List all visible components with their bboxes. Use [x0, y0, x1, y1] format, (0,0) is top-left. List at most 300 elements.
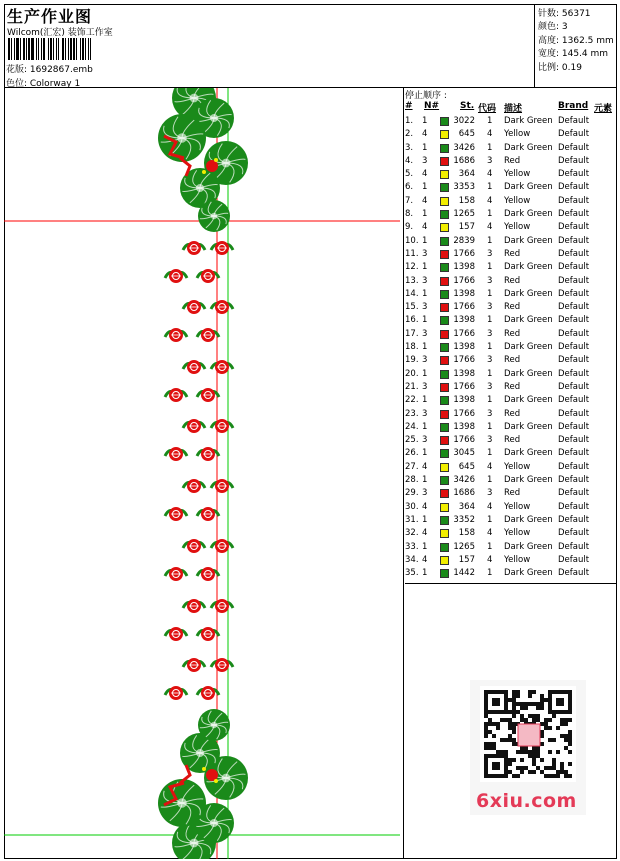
row-stitches: 158 — [458, 528, 475, 539]
row-description: Dark Green — [504, 235, 553, 246]
color-swatch — [440, 223, 449, 232]
table-row — [405, 209, 617, 222]
row-code: 4 — [487, 222, 493, 233]
row-number: 8. — [405, 209, 414, 220]
row-brand: Default — [558, 435, 590, 446]
row-stitches: 3045 — [453, 448, 475, 459]
row-code: 4 — [487, 195, 493, 206]
color-swatch — [440, 503, 449, 512]
table-row — [405, 276, 617, 289]
table-row — [405, 355, 617, 368]
row-brand: Default — [558, 116, 590, 126]
row-needle: 3 — [422, 248, 428, 259]
row-needle: 1 — [422, 541, 428, 552]
row-needle: 4 — [422, 169, 428, 180]
row-number: 1. — [405, 116, 414, 126]
color-swatch — [440, 303, 449, 312]
row-needle: 1 — [422, 368, 428, 379]
row-stitches: 364 — [458, 501, 475, 512]
row-needle: 3 — [422, 355, 428, 366]
row-code: 1 — [487, 475, 493, 486]
row-code: 4 — [487, 169, 493, 180]
row-code: 1 — [487, 541, 493, 552]
row-needle: 4 — [422, 528, 428, 539]
row-needle: 3 — [422, 328, 428, 339]
row-brand: Default — [558, 501, 590, 512]
row-description: Dark Green — [504, 568, 553, 579]
table-row — [405, 369, 617, 382]
row-number: 27. — [405, 461, 419, 472]
row-code: 1 — [487, 235, 493, 246]
row-code: 4 — [487, 461, 493, 472]
row-code: 3 — [487, 248, 493, 259]
row-number: 32. — [405, 528, 419, 539]
row-description: Red — [504, 155, 521, 166]
row-description: Dark Green — [504, 421, 553, 432]
table-row — [405, 302, 617, 315]
table-row — [405, 422, 617, 435]
row-number: 31. — [405, 514, 419, 525]
row-needle: 1 — [422, 395, 428, 406]
row-brand: Default — [558, 155, 590, 166]
row-needle: 1 — [422, 235, 428, 246]
row-needle: 1 — [422, 262, 428, 273]
row-stitches: 1766 — [453, 248, 475, 259]
row-stitches: 1398 — [453, 395, 475, 406]
row-description: Red — [504, 328, 521, 339]
color-swatch — [440, 529, 449, 538]
row-description: Yellow — [504, 195, 531, 206]
row-number: 30. — [405, 501, 419, 512]
color-swatch — [440, 250, 449, 259]
color-swatch — [440, 396, 449, 405]
stop-sequence-title: 停止顺序 : — [405, 91, 447, 101]
row-needle: 4 — [422, 222, 428, 233]
row-description: Dark Green — [504, 262, 553, 273]
row-stitches: 1766 — [453, 408, 475, 419]
table-row — [405, 382, 617, 395]
row-brand: Default — [558, 235, 590, 246]
embroidery-design-image — [4, 88, 404, 859]
table-row — [405, 528, 617, 541]
row-brand: Default — [558, 528, 590, 539]
row-brand: Default — [558, 129, 590, 140]
row-code: 1 — [487, 448, 493, 459]
color-swatch — [440, 569, 449, 578]
row-needle: 3 — [422, 381, 428, 392]
color-swatch — [440, 170, 449, 179]
row-description: Yellow — [504, 528, 531, 539]
row-code: 3 — [487, 328, 493, 339]
colorway: 色位: Colorway 1 — [6, 79, 81, 89]
row-brand: Default — [558, 461, 590, 472]
row-needle: 3 — [422, 275, 428, 286]
row-description: Dark Green — [504, 448, 553, 459]
row-description: Dark Green — [504, 116, 553, 126]
row-description: Dark Green — [504, 182, 553, 193]
stat-stitches: 针数: 56371 — [538, 9, 591, 19]
table-row — [405, 169, 617, 182]
table-row — [405, 409, 617, 422]
row-number: 35. — [405, 568, 419, 579]
row-description: Yellow — [504, 129, 531, 140]
row-code: 4 — [487, 554, 493, 565]
row-stitches: 157 — [458, 554, 475, 565]
row-needle: 1 — [422, 475, 428, 486]
color-swatch — [440, 330, 449, 339]
row-description: Dark Green — [504, 368, 553, 379]
row-number: 7. — [405, 195, 414, 206]
row-number: 5. — [405, 169, 414, 180]
row-description: Red — [504, 381, 521, 392]
table-row — [405, 542, 617, 555]
table-row — [405, 196, 617, 209]
row-description: Dark Green — [504, 315, 553, 326]
row-needle: 1 — [422, 568, 428, 579]
header — [4, 4, 617, 88]
header-description: 描述 — [504, 104, 523, 114]
row-code: 4 — [487, 501, 493, 512]
row-brand: Default — [558, 448, 590, 459]
row-code: 1 — [487, 421, 493, 432]
row-needle: 4 — [422, 195, 428, 206]
color-swatch — [440, 277, 449, 286]
row-stitches: 1398 — [453, 342, 475, 353]
color-swatch — [440, 463, 449, 472]
row-needle: 3 — [422, 155, 428, 166]
row-description: Red — [504, 408, 521, 419]
row-code: 3 — [487, 435, 493, 446]
header-stitches: St. — [460, 101, 475, 111]
row-number: 21. — [405, 381, 419, 392]
row-number: 2. — [405, 129, 414, 140]
row-brand: Default — [558, 568, 590, 579]
row-needle: 1 — [422, 182, 428, 193]
row-stitches: 1398 — [453, 288, 475, 299]
color-swatch — [440, 383, 449, 392]
color-swatch — [440, 410, 449, 419]
table-row — [405, 315, 617, 328]
color-swatch — [440, 556, 449, 565]
row-stitches: 3426 — [453, 142, 475, 153]
row-description: Dark Green — [504, 209, 553, 220]
row-number: 3. — [405, 142, 414, 153]
row-description: Dark Green — [504, 342, 553, 353]
table-row — [405, 222, 617, 235]
row-number: 33. — [405, 541, 419, 552]
row-number: 16. — [405, 315, 419, 326]
color-swatch — [440, 343, 449, 352]
header-no: # — [405, 101, 413, 111]
row-stitches: 1766 — [453, 381, 475, 392]
row-needle: 4 — [422, 129, 428, 140]
row-description: Dark Green — [504, 142, 553, 153]
row-stitches: 1398 — [453, 421, 475, 432]
row-needle: 1 — [422, 448, 428, 459]
row-description: Yellow — [504, 169, 531, 180]
stop-table-body — [405, 116, 617, 581]
row-needle: 4 — [422, 554, 428, 565]
row-stitches: 157 — [458, 222, 475, 233]
row-needle: 3 — [422, 302, 428, 313]
row-brand: Default — [558, 342, 590, 353]
color-swatch — [440, 543, 449, 552]
row-brand: Default — [558, 488, 590, 499]
row-stitches: 3352 — [453, 514, 475, 525]
color-swatch — [440, 144, 449, 153]
color-swatch — [440, 237, 449, 246]
barcode — [8, 38, 146, 60]
color-swatch — [440, 436, 449, 445]
row-number: 24. — [405, 421, 419, 432]
design-file: 花版: 1692867.emb — [6, 65, 93, 75]
row-code: 1 — [487, 342, 493, 353]
header-code: 代码 — [478, 104, 497, 114]
row-stitches: 1766 — [453, 355, 475, 366]
row-code: 1 — [487, 368, 493, 379]
header-nr: N# — [424, 101, 440, 111]
header-brand: Brand — [558, 101, 589, 111]
row-brand: Default — [558, 395, 590, 406]
stat-scale: 比例: 0.19 — [538, 63, 582, 73]
color-swatch — [440, 516, 449, 525]
row-brand: Default — [558, 288, 590, 299]
row-stitches: 645 — [458, 129, 475, 140]
row-stitches: 3353 — [453, 182, 475, 193]
row-brand: Default — [558, 142, 590, 153]
table-row — [405, 555, 617, 568]
stat-height: 高度: 1362.5 mm — [538, 36, 614, 46]
row-stitches: 1766 — [453, 302, 475, 313]
row-brand: Default — [558, 554, 590, 565]
row-brand: Default — [558, 541, 590, 552]
row-description: Yellow — [504, 554, 531, 565]
row-number: 6. — [405, 182, 414, 193]
color-swatch — [440, 290, 449, 299]
color-swatch — [440, 476, 449, 485]
row-code: 1 — [487, 142, 493, 153]
row-number: 29. — [405, 488, 419, 499]
row-brand: Default — [558, 222, 590, 233]
row-code: 3 — [487, 275, 493, 286]
row-brand: Default — [558, 182, 590, 193]
row-code: 4 — [487, 129, 493, 140]
row-brand: Default — [558, 302, 590, 313]
row-code: 3 — [487, 381, 493, 392]
row-needle: 1 — [422, 209, 428, 220]
table-row — [405, 116, 617, 129]
stop-table-header — [405, 101, 617, 113]
table-row — [405, 448, 617, 461]
table-row — [405, 262, 617, 275]
row-description: Yellow — [504, 461, 531, 472]
row-stitches: 2839 — [453, 235, 475, 246]
row-number: 22. — [405, 395, 419, 406]
table-row — [405, 329, 617, 342]
color-swatch — [440, 210, 449, 219]
row-description: Dark Green — [504, 475, 553, 486]
row-needle: 4 — [422, 501, 428, 512]
row-number: 18. — [405, 342, 419, 353]
table-row — [405, 182, 617, 195]
row-code: 1 — [487, 395, 493, 406]
row-description: Yellow — [504, 501, 531, 512]
table-row — [405, 156, 617, 169]
row-number: 12. — [405, 262, 419, 273]
row-number: 28. — [405, 475, 419, 486]
row-brand: Default — [558, 195, 590, 206]
row-stitches: 1686 — [453, 488, 475, 499]
color-swatch — [440, 356, 449, 365]
row-brand: Default — [558, 381, 590, 392]
row-needle: 1 — [422, 142, 428, 153]
row-needle: 1 — [422, 315, 428, 326]
row-needle: 3 — [422, 488, 428, 499]
row-brand: Default — [558, 475, 590, 486]
row-description: Dark Green — [504, 514, 553, 525]
color-swatch — [440, 449, 449, 458]
table-row — [405, 515, 617, 528]
row-code: 1 — [487, 116, 493, 126]
row-code: 1 — [487, 514, 493, 525]
row-description: Dark Green — [504, 541, 553, 552]
company-name: Wilcom(汇宏) 装饰工作室 — [7, 28, 113, 38]
row-code: 1 — [487, 315, 493, 326]
color-swatch — [440, 316, 449, 325]
row-stitches: 3022 — [453, 116, 475, 126]
row-number: 11. — [405, 248, 419, 259]
row-number: 25. — [405, 435, 419, 446]
row-code: 1 — [487, 288, 493, 299]
row-description: Yellow — [504, 222, 531, 233]
row-number: 20. — [405, 368, 419, 379]
table-row — [405, 435, 617, 448]
row-stitches: 364 — [458, 169, 475, 180]
row-stitches: 158 — [458, 195, 475, 206]
table-row — [405, 395, 617, 408]
row-stitches: 1265 — [453, 541, 475, 552]
color-swatch — [440, 197, 449, 206]
row-brand: Default — [558, 408, 590, 419]
table-row — [405, 129, 617, 142]
row-number: 13. — [405, 275, 419, 286]
row-number: 9. — [405, 222, 414, 233]
row-stitches: 1398 — [453, 368, 475, 379]
table-row — [405, 475, 617, 488]
header-info — [4, 4, 535, 88]
row-stitches: 1766 — [453, 328, 475, 339]
row-number: 26. — [405, 448, 419, 459]
table-row — [405, 143, 617, 156]
row-number: 34. — [405, 554, 419, 565]
row-brand: Default — [558, 209, 590, 220]
design-stats — [535, 4, 617, 88]
row-brand: Default — [558, 169, 590, 180]
row-code: 1 — [487, 568, 493, 579]
stop-sequence-panel — [405, 88, 617, 584]
row-stitches: 1398 — [453, 262, 475, 273]
row-brand: Default — [558, 421, 590, 432]
row-description: Red — [504, 435, 521, 446]
color-swatch — [440, 489, 449, 498]
row-code: 3 — [487, 488, 493, 499]
row-description: Red — [504, 355, 521, 366]
row-needle: 3 — [422, 435, 428, 446]
row-stitches: 1398 — [453, 315, 475, 326]
row-brand: Default — [558, 355, 590, 366]
row-stitches: 1265 — [453, 209, 475, 220]
table-row — [405, 249, 617, 262]
row-brand: Default — [558, 514, 590, 525]
row-brand: Default — [558, 315, 590, 326]
table-row — [405, 289, 617, 302]
row-number: 10. — [405, 235, 419, 246]
row-brand: Default — [558, 328, 590, 339]
row-code: 3 — [487, 408, 493, 419]
row-code: 3 — [487, 155, 493, 166]
row-number: 19. — [405, 355, 419, 366]
row-number: 17. — [405, 328, 419, 339]
row-code: 4 — [487, 528, 493, 539]
table-row — [405, 568, 617, 581]
row-number: 14. — [405, 288, 419, 299]
design-preview — [4, 88, 404, 859]
row-code: 3 — [487, 302, 493, 313]
table-row — [405, 462, 617, 475]
row-number: 23. — [405, 408, 419, 419]
row-needle: 1 — [422, 514, 428, 525]
row-needle: 4 — [422, 461, 428, 472]
stat-colors: 颜色: 3 — [538, 22, 568, 32]
row-number: 4. — [405, 155, 414, 166]
color-swatch — [440, 370, 449, 379]
color-swatch — [440, 423, 449, 432]
table-row — [405, 502, 617, 515]
row-code: 1 — [487, 262, 493, 273]
row-stitches: 1686 — [453, 155, 475, 166]
table-row — [405, 488, 617, 501]
stat-width: 宽度: 145.4 mm — [538, 49, 609, 59]
row-brand: Default — [558, 275, 590, 286]
row-description: Red — [504, 248, 521, 259]
row-number: 15. — [405, 302, 419, 313]
row-code: 3 — [487, 355, 493, 366]
header-element: 元素 — [594, 104, 613, 114]
row-stitches: 3426 — [453, 475, 475, 486]
row-needle: 1 — [422, 116, 428, 126]
row-description: Red — [504, 488, 521, 499]
color-swatch — [440, 117, 449, 126]
color-swatch — [440, 263, 449, 272]
table-row — [405, 236, 617, 249]
row-brand: Default — [558, 368, 590, 379]
color-swatch — [440, 157, 449, 166]
row-description: Dark Green — [504, 288, 553, 299]
page-title: 生产作业图 — [7, 7, 93, 26]
row-brand: Default — [558, 248, 590, 259]
watermark: 6xiu.com — [476, 790, 577, 812]
row-stitches: 1766 — [453, 435, 475, 446]
row-stitches: 1766 — [453, 275, 475, 286]
row-stitches: 645 — [458, 461, 475, 472]
row-description: Red — [504, 302, 521, 313]
row-needle: 3 — [422, 408, 428, 419]
color-swatch — [440, 130, 449, 139]
row-code: 1 — [487, 182, 493, 193]
row-description: Dark Green — [504, 395, 553, 406]
table-row — [405, 342, 617, 355]
row-stitches: 1442 — [453, 568, 475, 579]
